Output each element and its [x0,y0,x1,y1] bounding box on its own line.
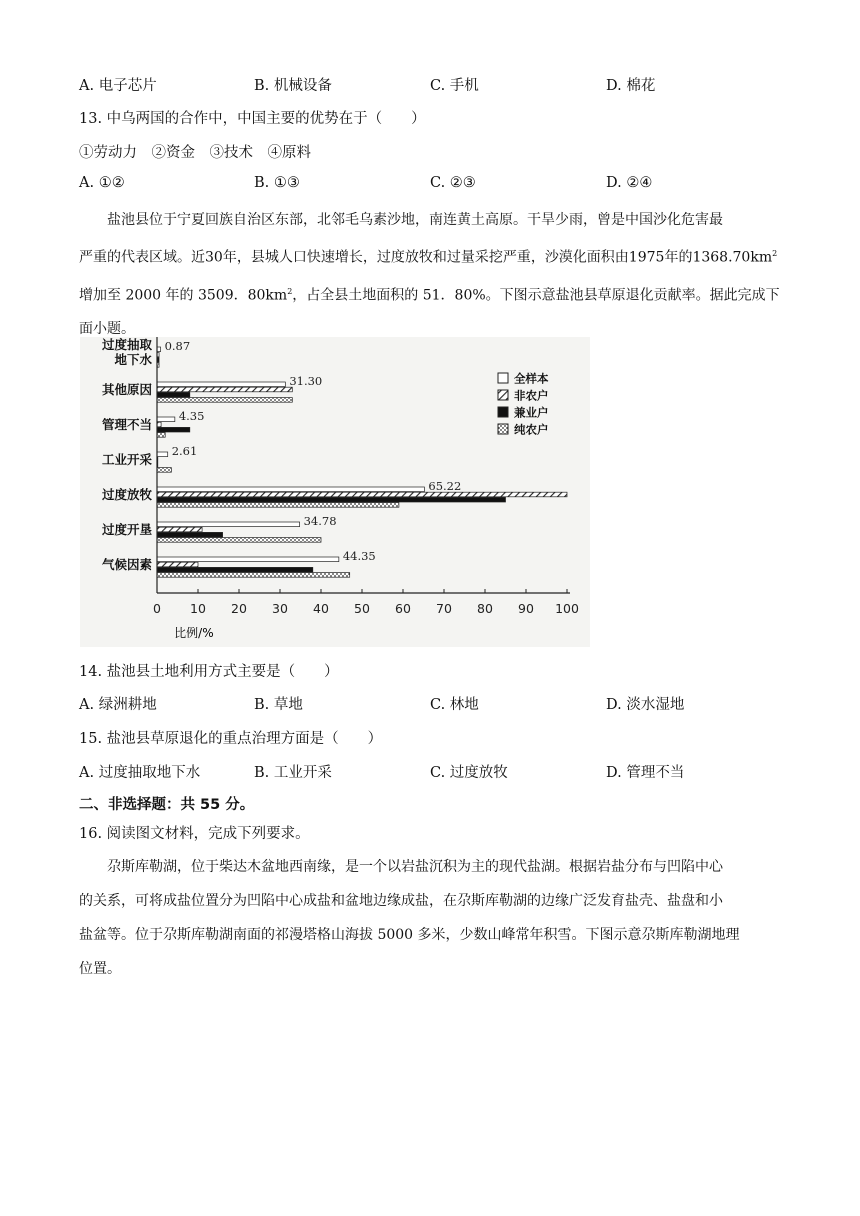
q15-option-b[interactable]: B. 工业开采 [254,765,332,781]
passage-yanchi-line2: 严重的代表区域。近30年，县城人口快速增长，过度放牧和过量采挖严重，沙漠化面积由1975年的$1368.70km^2$ [79,249,778,266]
passage-yanchi-line3: 增加至 2000 年的 3509．$80km^2$，占全县土地面积的 51．80%。下图示意盐池县草原退化贡献率。据此完成下 [79,286,780,304]
q14-option-c[interactable]: C. 林地 [430,697,479,713]
legend-swatch [498,407,508,417]
q12-option-d[interactable]: D. 棉花 [606,78,656,94]
q15-option-c[interactable]: C. 过度放牧 [430,765,508,781]
x-tick-label: 60 [395,601,411,616]
q14-stem: 14. 盐池县土地利用方式主要是（ ） [79,664,339,680]
category-label: 管理不当 [101,417,152,432]
bar-5-series-1 [157,487,424,492]
data-label: 2.61 [171,444,198,458]
bar-2-series-2 [157,387,292,392]
passage-gasikule-line3: 盐盆等。位于尕斯库勒湖南面的祁漫塔格山海拔 5000 多米，少数山峰常年积雪。下图示意尕斯库勒湖地理 [79,927,740,943]
q13-items: ①劳动力 ②资金 ③技术 ④原料 [79,145,311,161]
passage-yanchi-line1: 盐池县位于宁夏回族自治区东部，北邻毛乌素沙地，南连黄土高原。干旱少雨，曾是中国沙化危害最 [107,212,723,228]
chart-x-label: 比例/% [174,626,214,640]
legend-swatch [498,373,508,383]
passage-yanchi [79,203,785,346]
bar-7-series-1 [157,557,339,562]
category-label: 工业开采 [101,452,152,467]
category-label: 其他原因 [101,382,152,397]
q13-option-a[interactable]: A. ①② [79,175,125,191]
q13-option-b[interactable]: B. ①③ [254,175,300,191]
legend-label: 纯农户 [514,422,549,437]
passage-gasikule-line2: 的关系，可将成盐位置分为凹陷中心成盐和盆地边缘成盐，在尕斯库勒湖的边缘广泛发育盐壳、盐盘和小 [79,893,723,909]
x-tick-label: 40 [313,601,329,616]
bar-6-series-3 [157,532,223,537]
q15-option-d[interactable]: D. 管理不当 [606,765,685,781]
data-label: 0.87 [164,339,191,353]
bar-7-series-3 [157,567,313,572]
data-label: 44.35 [342,549,376,563]
bar-3-series-1 [157,417,175,422]
category-label: 过度抽取 [101,337,152,352]
data-label: 31.30 [289,374,323,388]
bar-5-series-4 [157,503,399,508]
category-label: 过度开垦 [101,522,152,537]
q14-option-b[interactable]: B. 草地 [254,697,303,713]
q14-option-a[interactable]: A. 绿洲耕地 [79,697,157,713]
data-label: 4.35 [178,409,205,423]
x-tick-label: 70 [436,601,452,616]
q12-option-c[interactable]: C. 手机 [430,78,479,94]
legend-label: 兼业户 [514,405,549,420]
x-tick-label: 80 [477,601,493,616]
q12-option-b[interactable]: B. 机械设备 [254,78,332,94]
bar-3-series-3 [157,427,190,432]
x-tick-label: 90 [518,601,534,616]
q16-stem: 16. 阅读图文材料，完成下列要求。 [79,826,310,842]
q13-option-d[interactable]: D. ②④ [606,175,653,191]
bar-4-series-1 [157,452,168,457]
q15-stem: 15. 盐池县草原退化的重点治理方面是（ ） [79,731,383,747]
data-label: 65.22 [428,479,462,493]
category-label: 气候因素 [101,557,152,572]
x-tick-label: 0 [153,601,161,616]
bar-6-series-4 [157,538,321,543]
legend-label: 非农户 [514,388,549,403]
bar-5-series-3 [157,497,506,502]
bar-6-series-1 [157,522,300,527]
bar-3-series-4 [157,433,165,438]
passage-gasikule-line4: 位置。 [79,961,121,977]
bar-2-series-1 [157,382,285,387]
legend-swatch [498,390,508,400]
data-label: 34.78 [303,514,337,528]
bar-4-series-4 [157,468,171,473]
q14-option-d[interactable]: D. 淡水湿地 [606,697,685,713]
section2-heading: 二、非选择题：共 55 分。 [79,797,255,813]
x-tick-label: 100 [555,601,579,616]
x-tick-label: 10 [190,601,206,616]
bar-7-series-4 [157,573,350,578]
category-label: 过度放牧 [101,487,152,502]
q12-option-a[interactable]: A. 电子芯片 [79,78,157,94]
bar-6-series-2 [157,527,202,532]
x-tick-label: 50 [354,601,370,616]
bar-3-series-2 [157,422,161,427]
q13-stem: 13. 中乌两国的合作中，中国主要的优势在于（ ） [79,111,426,127]
x-tick-label: 30 [272,601,288,616]
bar-5-series-2 [157,492,567,497]
passage-yanchi-line4: 面小题。 [79,321,135,338]
bar-2-series-4 [157,398,292,403]
bar-7-series-2 [157,562,198,567]
legend-swatch [498,424,508,434]
passage-gasikule-line1: 尕斯库勒湖，位于柴达木盆地西南缘，是一个以岩盐沉积为主的现代盐湖。根据岩盐分布与凹陷中心 [107,859,723,875]
x-tick-label: 20 [231,601,247,616]
category-label: 地下水 [114,352,152,367]
q15-option-a[interactable]: A. 过度抽取地下水 [79,765,201,781]
passage-gasikule [79,850,785,986]
grassland-degradation-chart [80,337,590,647]
q13-option-c[interactable]: C. ②③ [430,175,476,191]
bar-2-series-3 [157,392,190,397]
legend-label: 全样本 [514,371,549,386]
